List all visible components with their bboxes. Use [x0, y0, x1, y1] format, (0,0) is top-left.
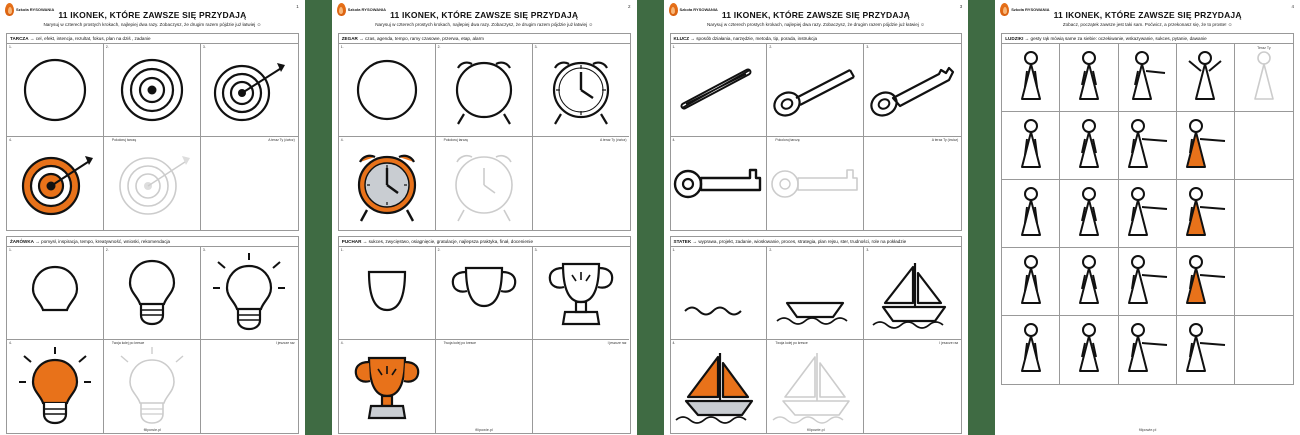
page-subtitle: Narysuj w czterech prostych krokach, najlepiej dwa razy. Zobaczysz, że drugim razem pójdzie już łatwiej ☺ [375, 22, 594, 27]
person-cell[interactable] [1060, 44, 1118, 112]
step-cell[interactable] [339, 247, 436, 340]
section-keyword: STATEK [673, 239, 692, 244]
section-zarowka [6, 236, 299, 434]
person-cell[interactable] [1060, 112, 1118, 180]
person-pointing-colored-art [1177, 180, 1234, 247]
key-shaft-art [671, 44, 767, 136]
person-pointing-art [1119, 248, 1176, 315]
step-number: 3. [534, 45, 538, 49]
clock-circle-art [339, 44, 435, 136]
person-arms-down-art [1002, 112, 1059, 179]
page-number: 4 [1291, 4, 1294, 9]
step-number: 2. [105, 248, 109, 252]
arrow-icon: → [362, 239, 368, 244]
person-cell-practice[interactable] [1235, 180, 1293, 248]
step-cell[interactable] [436, 44, 533, 137]
page-title: 11 IKONEK, KTÓRE ZAWSZE SIĘ PRZYDAJĄ [721, 10, 910, 20]
step-number: 4. [340, 341, 344, 345]
person-cell-practice[interactable] [1235, 112, 1293, 180]
arrow-icon: → [359, 36, 364, 41]
person-arms-up-art [1177, 44, 1234, 111]
step-cell[interactable] [767, 137, 864, 230]
arrow-icon: → [1024, 36, 1030, 41]
step-number: 2. [769, 45, 773, 49]
person-cell-practice[interactable] [1235, 316, 1293, 384]
step-number: 3. [202, 248, 206, 252]
section-ludziki [1001, 33, 1294, 385]
person-arms-down-art [1060, 44, 1117, 111]
step-cell[interactable] [339, 137, 436, 230]
logo [5, 3, 54, 16]
page-1 [0, 0, 305, 435]
person-cell[interactable] [1177, 316, 1235, 384]
page-subtitle: Narysuj w czterech prostych krokach, najlepiej dwa razy. Zobaczysz, że drugim razem pójdzie już łatwiej ☺ [43, 22, 262, 27]
brand-label: Szkoła RYSOWANIA [16, 6, 55, 12]
person-cell[interactable] [1119, 112, 1177, 180]
step-cell-practice[interactable] [864, 137, 961, 230]
step-cell[interactable] [339, 340, 436, 433]
section-header [339, 34, 630, 44]
person-arms-down-art [1002, 248, 1059, 315]
key-with-teeth-art [864, 44, 961, 136]
cup-colored-art [339, 340, 435, 433]
key-ghost-art [767, 137, 863, 230]
step-cell[interactable] [7, 137, 104, 230]
person-cell[interactable] [1177, 248, 1235, 316]
sailboat-ghost-art [767, 340, 863, 433]
step-number: 4. [9, 341, 12, 345]
person-arms-down-art [1002, 316, 1059, 384]
person-ghost-art [1235, 44, 1293, 111]
person-cell[interactable] [1119, 44, 1177, 112]
section-tarcza [6, 33, 299, 231]
step-cell-practice[interactable] [201, 340, 298, 433]
step-number: 1. [672, 45, 676, 49]
step-number: 3. [534, 248, 538, 252]
person-cell[interactable] [1119, 316, 1177, 384]
waves-art [671, 247, 767, 339]
section-header [339, 237, 630, 247]
footer: filipowie.pl [475, 428, 493, 432]
page-number: 2 [627, 4, 631, 9]
page-subtitle: Zobacz, początek zawsze jest taki sam. Poćwicz, a przekonasz się, że to proste! ☺ [1062, 22, 1233, 27]
section-header [671, 34, 962, 44]
page-number: 1 [296, 4, 299, 9]
bulb-ghost-art [104, 340, 200, 433]
sailboat-colored-art [671, 340, 767, 433]
section-words: sukces, zwycięstwo, osiągnięcie, gratulacje, najlepsza praktyka, finał, docenienie [368, 239, 534, 244]
page-subtitle: Narysuj w czterech prostych krokach, najlepiej dwa razy. Zobaczysz, że drugim razem pójdzie już łatwiej ☺ [706, 22, 925, 27]
alarm-clock-ghost-art [436, 137, 532, 230]
step-hint: Pokoloruj tarczę [111, 138, 137, 142]
step-number: 4. [9, 138, 12, 142]
step-number: 4. [672, 341, 676, 345]
person-arms-down-art [1060, 248, 1117, 315]
person-cell[interactable] [1119, 248, 1177, 316]
bulb-rays-art [201, 247, 298, 339]
step-hint: Pokoloruj tarczę [443, 138, 468, 142]
step-number: 1. [672, 248, 676, 252]
logo [669, 3, 718, 16]
step-number: 1. [340, 45, 344, 49]
person-cell[interactable] [1002, 180, 1060, 248]
step-number: 4. [340, 138, 344, 142]
person-pointing-art [1119, 112, 1176, 179]
step-number: 2. [437, 248, 441, 252]
person-cell[interactable] [1177, 44, 1235, 112]
step-cell[interactable] [671, 340, 768, 433]
person-cell[interactable] [1177, 112, 1235, 180]
logo [337, 3, 386, 16]
flame-icon [669, 3, 678, 16]
person-arms-down-art [1060, 112, 1117, 179]
step-hint: Twoja kolej po kresce [443, 341, 477, 345]
target-circle-art [7, 44, 103, 136]
section-zegar [338, 33, 631, 231]
people-grid [1002, 44, 1293, 384]
section-header [7, 237, 298, 247]
step-grid [671, 247, 962, 433]
arrow-icon: → [692, 239, 698, 244]
page-number: 3 [959, 4, 963, 9]
person-pointing-colored-art [1177, 248, 1234, 315]
brand-label: Szkoła RYSOWANIA [679, 6, 718, 12]
person-cell[interactable] [1119, 180, 1177, 248]
step-number: 1. [340, 248, 344, 252]
step-number: 3. [202, 45, 206, 49]
page-4 [995, 0, 1300, 435]
section-klucz [670, 33, 963, 231]
step-hint: Twoja kolej po kresce [111, 341, 145, 345]
target-colored-art [7, 137, 103, 230]
step-number: 1. [9, 45, 12, 49]
step-grid [7, 44, 298, 230]
person-cell[interactable] [1002, 248, 1060, 316]
step-cell[interactable] [533, 44, 630, 137]
target-rings-art [104, 44, 200, 136]
person-cell-practice[interactable] [1235, 248, 1293, 316]
bulb-colored-art [7, 340, 103, 433]
step-cell[interactable] [339, 44, 436, 137]
person-arms-down-art [1002, 44, 1059, 111]
person-cell[interactable] [1002, 316, 1060, 384]
person-cell[interactable] [1060, 316, 1118, 384]
bulb-outline-art [7, 247, 103, 339]
arrow-icon: → [29, 36, 35, 41]
alarm-clock-colored-art [339, 137, 435, 230]
step-cell-practice[interactable] [533, 340, 630, 433]
footer: filipowie.pl [1138, 428, 1157, 432]
person-pointing-art [1119, 316, 1176, 384]
person-cell[interactable] [1060, 180, 1118, 248]
step-hint: Pokoloruj tarczę [775, 138, 800, 142]
person-cell[interactable] [1060, 248, 1118, 316]
person-pointing-colored-art [1177, 112, 1234, 179]
person-arms-down-art [1002, 180, 1059, 247]
cup-bowl-art [339, 247, 435, 339]
step-cell[interactable] [104, 44, 201, 137]
step-hint: A teraz Ty (ćwicz) [931, 138, 959, 142]
step-cell[interactable] [864, 44, 961, 137]
page-3 [664, 0, 969, 435]
footer: filipowie.pl [807, 428, 825, 432]
hull-art [767, 247, 863, 339]
flame-icon [1000, 3, 1009, 16]
step-cell-practice[interactable] [201, 137, 298, 230]
step-cell[interactable] [7, 340, 104, 433]
section-keyword: ŻARÓWKA [10, 239, 34, 244]
page-title: 11 IKONEK, KTÓRE ZAWSZE SIĘ PRZYDAJĄ [1053, 10, 1242, 20]
section-keyword: LUDZIKI [1005, 36, 1024, 41]
step-cell[interactable] [7, 247, 104, 340]
step-number: 3. [866, 248, 870, 252]
key-with-bow-art [767, 44, 863, 136]
step-cell[interactable] [671, 137, 768, 230]
step-hint: I jeszcze raz [275, 341, 295, 345]
person-arms-down-art [1060, 180, 1117, 247]
step-hint: I jeszcze raz [607, 341, 627, 345]
step-cell[interactable] [671, 247, 768, 340]
person-cell-practice[interactable] [1235, 44, 1293, 112]
step-hint: A teraz Ty (ćwicz) [268, 138, 295, 142]
step-number: 1. [9, 248, 12, 252]
section-puchar [338, 236, 631, 434]
step-cell[interactable] [671, 44, 768, 137]
section-words: cel, efekt, intencja, rezultat, fokus, plan na dziś , zadanie [35, 36, 151, 41]
step-number: 2. [105, 45, 109, 49]
step-cell[interactable] [436, 247, 533, 340]
footer: filipowie.pl [143, 428, 162, 432]
section-words: gesty rąk mówią same za siebie: oczekiwanie, wskazywanie, sukces, pytanie, dawanie [1030, 36, 1207, 41]
step-grid [339, 44, 630, 230]
section-keyword: KLUCZ [673, 36, 690, 41]
step-grid [339, 247, 630, 433]
step-grid [7, 247, 298, 433]
step-cell[interactable] [104, 247, 201, 340]
sailboat-outline-art [864, 247, 961, 339]
target-ghost-art [104, 137, 200, 230]
step-cell-practice[interactable] [533, 137, 630, 230]
step-hint: A teraz Ty (ćwicz) [599, 138, 627, 142]
step-cell[interactable] [864, 247, 961, 340]
person-cell[interactable] [1002, 112, 1060, 180]
section-words: wyprawa, projekt, zadanie, wiosłowanie, proces, strategia, plan rejsu, ster, trudności, role na pokładzie [698, 239, 907, 244]
alarm-clock-hands-art [533, 44, 630, 136]
section-keyword: TARCZA [10, 36, 29, 41]
section-keyword: PUCHAR [341, 239, 362, 244]
step-cell[interactable] [533, 247, 630, 340]
step-number: 2. [437, 45, 441, 49]
step-cell[interactable] [767, 44, 864, 137]
key-horizontal-art [671, 137, 767, 230]
step-grid [671, 44, 962, 230]
brand-label: Szkoła RYSOWANIA [347, 6, 387, 12]
step-hint: Twoja kolej po kresce [775, 341, 808, 345]
step-cell[interactable] [436, 340, 533, 433]
cup-handles-art [436, 247, 532, 339]
row-label: Teraz Ty [1257, 46, 1271, 50]
step-number: 3. [866, 45, 870, 49]
step-cell[interactable] [201, 247, 298, 340]
step-cell[interactable] [767, 340, 864, 433]
section-words: pomysł, inspiracja, tempo, kreatywność, wnioski, rekomendacja [41, 239, 171, 244]
section-header [7, 34, 298, 44]
person-pointing-art [1119, 180, 1176, 247]
section-words: czas, agenda, tempo, ramy czasowe, przerwa, etap, alarm [364, 36, 484, 41]
person-arms-down-art [1060, 316, 1117, 384]
step-cell-practice[interactable] [864, 340, 961, 433]
step-cell[interactable] [767, 247, 864, 340]
section-words: sposób działania, narzędzie, metoda, tip, porada, instrukcja [696, 36, 818, 41]
flame-icon [5, 3, 14, 16]
step-number: 2. [769, 248, 773, 252]
step-number: 4. [672, 138, 676, 142]
bulb-base-art [104, 247, 200, 339]
person-cell[interactable] [1002, 44, 1060, 112]
section-header [1002, 34, 1293, 44]
target-with-arrow-art [201, 44, 298, 136]
flame-icon [337, 3, 346, 16]
arrow-icon: → [35, 239, 40, 244]
step-cell[interactable] [7, 44, 104, 137]
person-cell[interactable] [1177, 180, 1235, 248]
cup-base-art [533, 247, 630, 339]
section-keyword: ZEGAR [341, 36, 358, 41]
page-2 [332, 0, 637, 435]
step-hint: I jeszcze raz [939, 341, 959, 345]
section-statek [670, 236, 963, 434]
page-title: 11 IKONEK, KTÓRE ZAWSZE SIĘ PRZYDAJĄ [390, 10, 579, 20]
section-header [671, 237, 962, 247]
step-cell[interactable] [104, 137, 201, 230]
person-pointing-art [1119, 44, 1176, 111]
step-cell[interactable] [201, 44, 298, 137]
page-title: 11 IKONEK, KTÓRE ZAWSZE SIĘ PRZYDAJĄ [58, 10, 247, 20]
brand-label: Szkoła RYSOWANIA [1011, 6, 1050, 12]
person-pointing-art [1177, 316, 1234, 384]
arrow-icon: → [690, 36, 695, 41]
logo [1000, 3, 1049, 16]
alarm-clock-body-art [436, 44, 532, 136]
step-cell[interactable] [104, 340, 201, 433]
step-cell[interactable] [436, 137, 533, 230]
